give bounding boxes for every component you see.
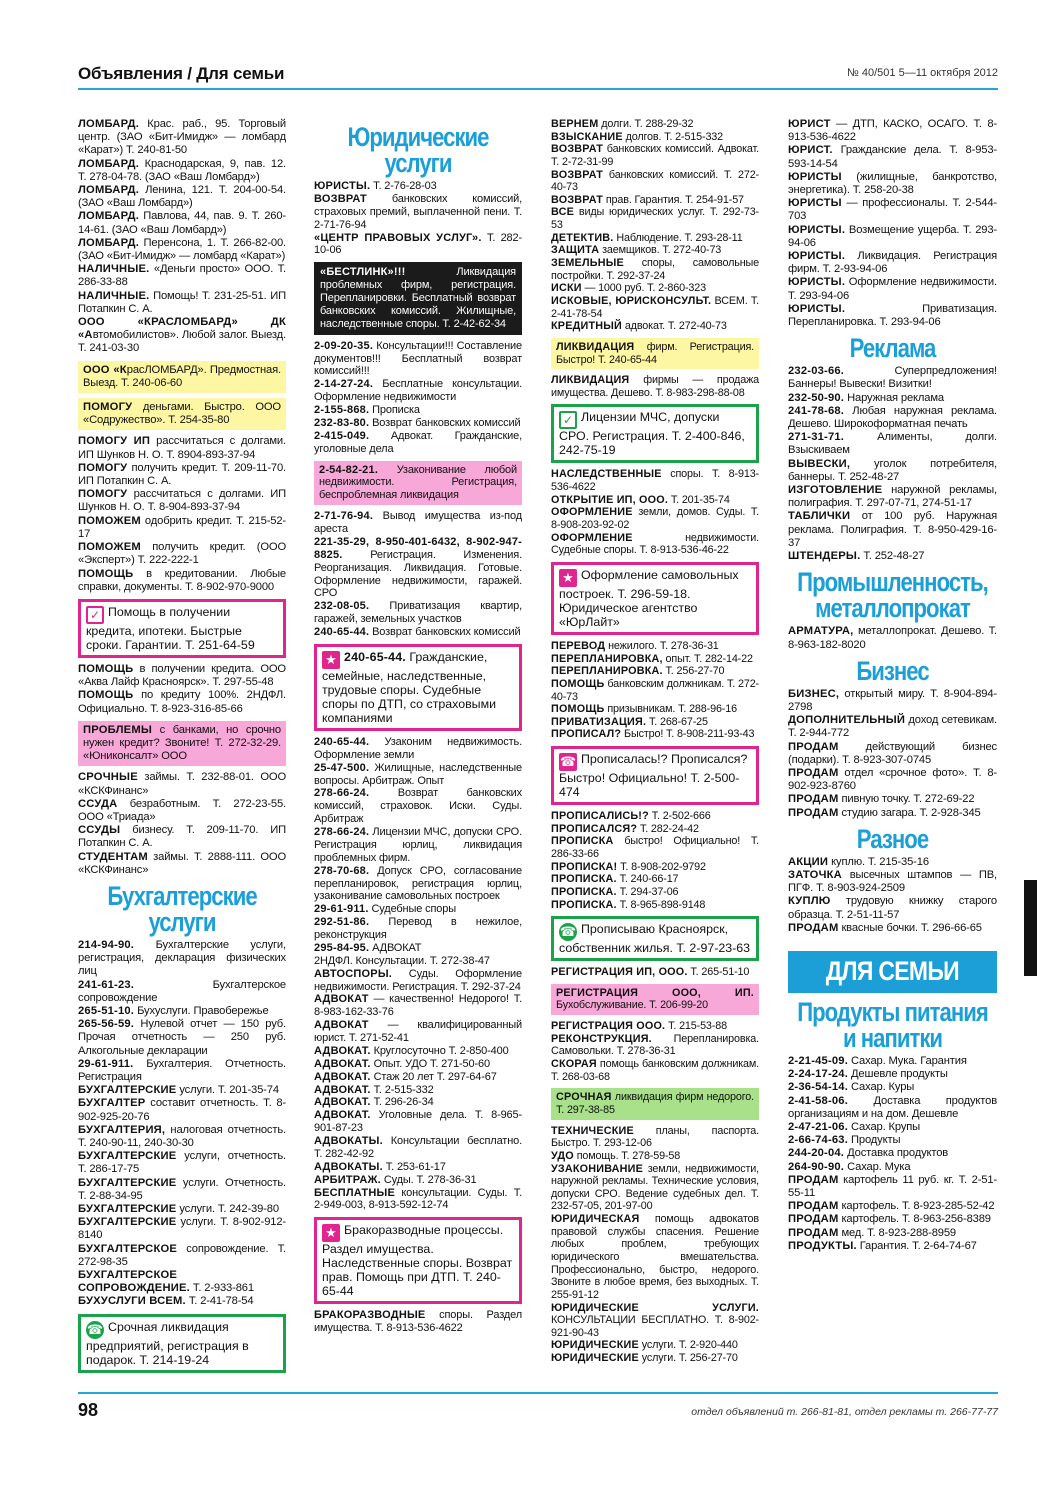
classified-ad: ЮРИСТЫ. Возмещение ущерба. Т. 293-94-06 (788, 223, 997, 249)
classified-ad: СКОРАЯ помощь банковским должникам. Т. 268-03-68 (551, 1058, 759, 1083)
classified-ad: 2-66-74-63. Продукты (788, 1134, 901, 1147)
page-header (78, 62, 998, 90)
classified-ad: ВОЗВРАТ банковских комиссий. Адвокат. Т. 2-72-31-99 (551, 143, 759, 168)
classified-ad: 214-94-90. Бухгалтерские услуги, регистрация, декларация физических лиц (78, 938, 286, 978)
classified-ad: ЗАТОЧКА высечных штампов — ПВ, ПГФ. Т. 8-903-924-2509 (788, 868, 997, 895)
classified-ad: «ЦЕНТР ПРАВОВЫХ УСЛУГ». Т. 282-10-06 (314, 231, 522, 257)
classified-ad: 221-35-29, 8-950-401-6432, 8-902-947-8825. Регистрация. Изменения. Реорганизация. Ликвидация. Готовые. Оформление недвижимости, гаражей. СРО (314, 535, 522, 600)
boxed-ad (78, 599, 286, 658)
boxed-ad-text: Помощь в получении кредита, ипотеки. Быстрые сроки. Гарантии. Т. 251-64-59 (86, 604, 255, 652)
boxed-ad (314, 644, 522, 731)
rubric-heading: Реклама (849, 333, 936, 364)
boxed-ad (551, 562, 759, 635)
rubric-heading: Бухгалтерские услуги (107, 880, 257, 937)
highlighted-ad: ООО «КрасЛОМБАРД». Предмостная. Выезд. Т. 240-06-60 (78, 361, 286, 393)
classified-ad: ООО «КРАСЛОМБАРД» ДК «Автомобилистов». Любой залог. Выезд. Т. 241-03-30 (78, 316, 286, 355)
footer-contacts: отдел объявлений т. 266-81-81, отдел рекламы т. 266-77-77 (691, 1406, 998, 1418)
issue-info: № 40/501 5—11 октября 2012 (847, 67, 998, 79)
classified-ad: ВСЕ виды юридических услуг. Т. 292-73-53 (551, 206, 759, 232)
classified-ad: ПОМОГУ рассчитаться с долгами. ИП Шунков Н. О. Т. 8-904-893-37-94 (78, 488, 286, 514)
classified-ad: ЛОМБАРД. Павлова, 44, пав. 9. Т. 260-14-61. (ЗАО «Ваш Ломбард») (78, 210, 286, 236)
rubric-heading: Юридические услуги (347, 122, 489, 178)
boxed-ad (314, 1217, 522, 1304)
classified-ad: ИСКИ — 1000 руб. Т. 2-860-323 (551, 282, 706, 295)
classified-ad: ШТЕНДЕРЫ. Т. 252-48-27 (788, 550, 925, 563)
classified-ad: АДВОКАТ. Круглосуточно Т. 2-850-400 (314, 1044, 509, 1057)
classified-ad: АДВОКАТЫ. Консультации бесплатно. Т. 282-42-92 (314, 1135, 522, 1160)
classified-ad: ТАБЛИЧКИ от 100 руб. Наружная реклама. Полиграфия. Т. 8-950-429-16-37 (788, 510, 997, 549)
classified-ad: ПРИВАТИЗАЦИЯ. Т. 268-67-25 (551, 715, 708, 728)
classified-ad: ПРОПИСКА! Т. 8-908-202-9792 (551, 860, 706, 873)
classified-ad: ЮРИСТЫ (жилищные, банкротство, энергетика). Т. 258-20-38 (788, 170, 997, 197)
classified-ad: ПРОДАМ мед. Т. 8-923-288-8959 (788, 1226, 956, 1239)
classified-ad: РЕКОНСТРУКЦИЯ. Перепланировка. Самовольки. Т. 278-36-31 (551, 1032, 759, 1058)
classified-ad: КУПЛЮ трудовую книжку старого образца. Т. 2-51-11-57 (788, 895, 997, 921)
classified-ad: ЮРИСТЫ — профессионалы. Т. 2-544-703 (788, 197, 997, 223)
classified-ad: ЛОМБАРД. Ленина, 121. Т. 204-00-54. (ЗАО «Ваш Ломбард») (78, 184, 286, 210)
classified-ad: 265-51-10. Бухуслуги. Правобережье (78, 1004, 269, 1017)
classified-ad: БУХГАЛТЕРСКОЕ СОПРОВОЖДЕНИЕ. Т. 2-933-861 (78, 1269, 254, 1295)
classified-ad: АДВОКАТ. Т. 296-26-34 (314, 1096, 434, 1109)
highlighted-ad: ПРОБЛЕМЫ с банками, но срочно нужен кредит? Звоните! Т. 272-32-29. «Юниконсалт» ООО (78, 721, 286, 767)
classified-ad: 2-41-58-06. Доставка продуктов организациям и на дом. Дешевле (788, 1094, 997, 1120)
classified-ad: АДВОКАТ — квалифицированный юрист. Т. 271-52-41 (314, 1019, 522, 1044)
phone-icon: ☎ (86, 1321, 104, 1337)
classified-ad: КРЕДИТНЫЙ адвокат. Т. 272-40-73 (551, 320, 727, 333)
classified-ad: АДВОКАТ — качественно! Недорого! Т. 8-983-162-33-76 (314, 993, 522, 1019)
highlighted-ad: СРОЧНАЯ ликвидация фирм недорого. Т. 297-38-85 (551, 1088, 759, 1119)
classified-ad: АДВОКАТ. Т. 2-515-332 (314, 1083, 434, 1096)
classified-ad: ЮРИСТЫ. Т. 2-76-28-03 (314, 180, 437, 192)
classified-ad: ПРОДАМ студию загара. Т. 2-928-345 (788, 806, 981, 819)
highlighted-ad: РЕГИСТРАЦИЯ ООО, ИП. Бухобслуживание. Т. 206-99-20 (551, 984, 759, 1015)
page-number: 98 (78, 1400, 99, 1420)
classified-ad: ЮРИСТЫ. Оформление недвижимости. Т. 293-94-06 (788, 276, 997, 302)
classified-ad: 240-65-44. Возврат банковских комиссий (314, 626, 521, 638)
classified-ad: ПОМОЩЬ призывникам. Т. 288-96-16 (551, 703, 737, 716)
classified-ad: АДВОКАТ. Опыт. УДО Т. 271-50-60 (314, 1057, 490, 1070)
classified-ad: АДВОКАТЫ. Т. 253-61-17 (314, 1160, 446, 1173)
classified-ad: СТУДЕНТАМ займы. Т. 2888-111. ООО «КСКФинанс» (78, 850, 286, 876)
classified-ad: ПРОДАМ квасные бочки. Т. 296-66-65 (788, 921, 982, 934)
classified-ad: ПРОДАМ картофель. Т. 8-923-285-52-42 (788, 1200, 995, 1213)
classified-ad: ПЕРЕПЛАНИРОВКА. Т. 256-27-70 (551, 665, 725, 678)
boxed-ad-text: Бракоразводные процессы. Раздел имущества. Наследственные споры. Возврат прав. Помощь при ДТП. Т. 240-65-44 (322, 1223, 513, 1299)
boxed-ad (78, 1314, 286, 1373)
classified-ad: ВОЗВРАТ банковских комиссий. Т. 272-40-73 (551, 168, 759, 194)
classified-ad: ПОМОГУ получить кредит. Т. 209-11-70. ИП Потапкин С. А. (78, 461, 286, 488)
classified-ad: 2-415-049. Адвокат. Гражданские, уголовные дела (314, 429, 522, 455)
column-2 (314, 118, 522, 1335)
classified-ad: 292-51-86. Перевод в нежилое, реконструкция (314, 916, 522, 941)
classified-ad: ПРОДАМ действующий бизнес (подарки). Т. 8-923-307-0745 (788, 740, 997, 766)
classified-ad: АРБИТРАЖ. Суды. Т. 278-36-31 (314, 1173, 477, 1186)
classified-ad: ОФОРМЛЕНИЕ недвижимости. Судебные споры. Т. 8-913-536-46-22 (551, 531, 759, 557)
column-4 (788, 118, 997, 1253)
classified-ad: ТЕХНИЧЕСКИЕ планы, паспорта. Быстро. Т. 293-12-06 (551, 1124, 759, 1150)
classified-ad: 278-66-24. Возврат банковских комиссий, страховок. Иски. Суды. Арбитраж (314, 787, 522, 826)
classified-ad: РЕГИСТРАЦИЯ ИП, ООО. Т. 265-51-10 (551, 966, 750, 979)
classified-ad: 278-66-24. Лицензии МЧС, допуски СРО. Регистрация юрлиц, ликвидация проблемных фирм. (314, 826, 522, 864)
classified-ad: 2-47-21-06. Сахар. Крупы (788, 1120, 921, 1133)
classified-ad: ПРОПИСКА. Т. 8-965-898-9148 (551, 898, 706, 911)
page-footer (78, 1392, 998, 1422)
classified-ad: 244-20-04. Доставка продуктов (788, 1147, 949, 1160)
classified-ad: БУХГАЛТЕРИЯ, налоговая отчетность. Т. 240-90-11, 240-30-30 (78, 1123, 286, 1149)
classified-ad: ЮРИДИЧЕСКИЕ УСЛУГИ. КОНСУЛЬТАЦИИ БЕСПЛАТНО. Т. 8-902-921-90-43 (551, 1301, 759, 1339)
classified-ad: БУХГАЛТЕР составит отчетность. Т. 8-902-925-20-76 (78, 1097, 286, 1123)
phone-icon: ☎ (559, 924, 577, 940)
classified-ad: ПЕРЕПЛАНИРОВКА, опыт. Т. 282-14-22 (551, 652, 753, 665)
classified-ad: ПРОДУКТЫ. Гарантия. Т. 2-64-74-67 (788, 1239, 977, 1252)
classified-ad: БРАКОРАЗВОДНЫЕ споры. Раздел имущества. Т. 8-913-536-4622 (314, 1309, 522, 1335)
classified-ad: ЮРИДИЧЕСКИЕ услуги. Т. 256-27-70 (551, 1352, 738, 1365)
classified-ad: 2-155-868. Прописка (314, 404, 420, 416)
classified-ad: БУХГАЛТЕРСКИЕ услуги. Т. 8-902-912-8140 (78, 1216, 286, 1242)
classified-ad: ОТКРЫТИЕ ИП, ООО. Т. 201-35-74 (551, 493, 730, 506)
section-title: Объявления / Для семьи (78, 64, 285, 83)
star-icon: ★ (322, 651, 340, 669)
phone-icon: ☎ (559, 754, 577, 770)
classified-ad: ПРОДАМ картофель. Т. 8-963-256-8389 (788, 1213, 991, 1226)
classified-ad: ВЫВЕСКИ, уголок потребителя, баннеры. Т. 252-48-27 (788, 457, 997, 483)
classified-ad: ПОМОГУ ИП рассчитаться с долгами. ИП Шунков Н. О. Т. 8904-893-37-94 (78, 435, 286, 461)
classified-ad: БУХГАЛТЕРСКИЕ услуги. Т. 201-35-74 (78, 1084, 279, 1097)
classified-ad: 241-61-23. Бухгалтерское сопровождение (78, 978, 286, 1004)
classified-ad: 278-70-68. Допуск СРО, согласование перепланировок, регистрация юрлиц, узаконивание самовольных построек (314, 864, 522, 903)
classified-ad: ПРОПИСКА быстро! Официально! Т. 286-33-66 (551, 835, 759, 860)
boxed-ad-text: Прописываю Красноярск, собственник жилья. Т. 2-97-23-63 (559, 922, 751, 956)
checkbox-icon: ✓ (559, 411, 577, 429)
classified-ad: АРМАТУРА, металлопрокат. Дешево. Т. 8-963-182-8020 (788, 625, 997, 651)
classified-ad: 2-21-45-09. Сахар. Мука. Гарантия (788, 1054, 967, 1067)
classified-ad: ЮРИСТ. Гражданские дела. Т. 8-953-593-14-54 (788, 144, 997, 170)
classified-ad: ЛОМБАРД. Крас. раб., 95. Торговый центр. (ЗАО «Бит-Имидж» — ломбард «Карат») Т. 240-81-50 (78, 118, 286, 157)
classified-ad: 232-50-90. Наружная реклама (788, 391, 944, 404)
classified-ad: ПОМОЩЬ в кредитовании. Любые справки, документы. Т. 8-902-970-9000 (78, 567, 286, 593)
classified-ad: 265-56-59. Нулевой отчет — 150 руб. Прочая отчетность — 250 руб. Алкогольные декларации (78, 1018, 286, 1057)
classified-ad: АДВОКАТ. Стаж 20 лет Т. 297-64-67 (314, 1070, 497, 1083)
column-1 (78, 118, 286, 1378)
classified-ad: НАЛИЧНЫЕ. Помощь! Т. 231-25-51. ИП Потапкин С. А. (78, 289, 286, 315)
classified-ad: ПРОПИСКА. Т. 294-37-06 (551, 885, 679, 898)
classified-ad: ПЕРЕВОД нежилого. Т. 278-36-31 (551, 639, 719, 652)
classified-ad: ПРОДАМ картофель 11 руб. кг. Т. 2-51-55-11 (788, 1173, 997, 1199)
classified-ad: 2-36-54-14. Сахар. Куры (788, 1081, 915, 1094)
classified-ad: 2-71-76-94. Вывод имущества из-под ареста (314, 510, 522, 535)
classified-ad: ПОМОЖЕМ одобрить кредит. Т. 215-52-17 (78, 514, 286, 540)
classified-ad: 232-08-05. Приватизация квартир, гаражей, земельных участков (314, 600, 522, 626)
rubric-heading: Разное (856, 823, 929, 854)
classified-ad: 241-78-68. Любая наружная реклама. Дешево. Широкоформатная печать (788, 404, 997, 431)
star-icon: ★ (322, 1224, 340, 1242)
classified-ad: ПРОДАМ отдел «срочное фото». Т. 8-902-923-8760 (788, 766, 997, 793)
boxed-ad-text: Прописалась!? Прописался? Быстро! Официально! Т. 2-500-474 (559, 752, 748, 800)
rubric-heading: Промышленность, металлопрокат (797, 567, 988, 624)
classified-ad: 264-90-90. Сахар. Мука (788, 1160, 911, 1173)
classified-ad: БУХГАЛТЕРСКИЕ услуги. Отчетность. Т. 2-88-34-95 (78, 1176, 286, 1202)
boxed-ad (551, 916, 759, 961)
classified-ad: БИЗНЕС, открытый миру. Т. 8-904-894-2798 (788, 687, 997, 713)
classified-ad: ЮРИСТЫ. Ликвидация. Регистрация фирм. Т. 2-93-94-06 (788, 250, 997, 276)
boxed-ad-text: Оформление самовольных построек. Т. 296-59-18. Юридическое агентство «ЮрЛайт» (559, 567, 739, 629)
classified-ad: ВЗЫСКАНИЕ долгов. Т. 2-515-332 (551, 130, 724, 143)
classified-ad: ПРОДАМ пивную точку. Т. 272-69-22 (788, 793, 975, 806)
highlighted-ad: 2-54-82-21. Узаконивание любой недвижимости. Регистрация, беспроблемная ликвидация (314, 461, 522, 506)
classified-ad: АКЦИИ куплю. Т. 215-35-16 (788, 855, 929, 868)
boxed-ad (551, 404, 759, 463)
classified-ad: ОФОРМЛЕНИЕ земли, домов. Суды. Т. 8-908-203-92-02 (551, 506, 759, 532)
rubric-heading: Продукты питания и напитки (797, 996, 988, 1053)
classified-ad: АВТОСПОРЫ. Суды. Оформление недвижимости. Регистрация. Т. 292-37-24 (314, 967, 522, 993)
boxed-ad-text: 240-65-44. Гражданские, семейные, наследственные, трудовые споры. Судебные споры по ДТП, со страховыми компаниями (322, 649, 497, 725)
classified-ad: ВОЗВРАТ банковских комиссий, страховых премий, выплаченной пени. Т. 2-71-76-94 (314, 192, 522, 231)
highlighted-ad: «БЕСТЛИНК»!!! Ликвидация проблемных фирм, регистрация. Перепланировки. Бесплатный возврат банковских комиссий. Жилищные, наследственные споры. Т. 2-42-62-34 (314, 262, 522, 334)
section-banner-text: ДЛЯ СЕМЬИ (825, 955, 960, 986)
classified-ad: АДВОКАТ. Уголовные дела. Т. 8-965-901-87-23 (314, 1109, 522, 1135)
classified-ad: ПРОПИСАЛСЯ? Т. 282-24-42 (551, 822, 699, 835)
classified-ad: ЮРИДИЧЕСКАЯ помощь адвокатов правовой службы спасения. Решение любых проблем, требующих юридического вмешательства. Профессионально, быстро, недорого. Звоните в любое время, без выходных. Т. 255-91-12 (551, 1213, 759, 1301)
boxed-ad-text: Лицензии МЧС, допуски СРО. Регистрация. Т. 2-400-846, 242-75-19 (559, 410, 745, 458)
classified-ad: 2-14-27-24. Бесплатные консультации. Оформление недвижимости (314, 378, 522, 404)
edge-marker (1024, 880, 1037, 976)
classified-ad: ИЗГОТОВЛЕНИЕ наружной рекламы, полиграфия. Т. 297-07-71, 274-51-17 (788, 484, 997, 510)
classified-ad: 295-84-95. АДВОКАТ (314, 941, 422, 954)
highlighted-ad: ЛИКВИДАЦИЯ фирм. Регистрация. Быстро! Т. 240-65-44 (551, 338, 759, 369)
boxed-ad-text: Срочная ликвидация предприятий, регистрация в подарок. Т. 214-19-24 (86, 1319, 249, 1367)
classified-ad: 2-09-20-35. Консультации!!! Составление документов!!! Бесплатный возврат комиссий!!! (314, 339, 522, 378)
classified-ad: ЛИКВИДАЦИЯ фирмы — продажа имущества. Дешево. Т. 8-983-298-88-08 (551, 374, 759, 399)
star-icon: ★ (559, 569, 577, 587)
classified-ad: БЕСПЛАТНЫЕ консультации. Суды. Т. 2-949-003, 8-913-592-12-74 (314, 1186, 522, 1212)
classified-ad: 29-61-911. Бухгалтерия. Отчетность. Регистрация (78, 1057, 286, 1083)
classified-ad: БУХГАЛТЕРСКИЕ услуги, отчетность. Т. 286-17-75 (78, 1150, 286, 1176)
classified-ad: ДОПОЛНИТЕЛЬНЫЙ доход сетевикам. Т. 2-944-772 (788, 714, 997, 740)
classified-ad: 240-65-44. Узаконим недвижимость. Оформление земли (314, 735, 522, 761)
classified-ad: ССУДЫ бизнесу. Т. 209-11-70. ИП Потапкин С. А. (78, 824, 286, 850)
classified-ad: 232-03-66. Суперпредложения! Баннеры! Вывески! Визитки! (788, 365, 997, 391)
classified-ad: ПОМОЖЕМ получить кредит. (ООО «Эксперт») Т. 222-222-1 (78, 541, 286, 567)
classified-ad: НАСЛЕДСТВЕННЫЕ споры. Т. 8-913-536-4622 (551, 468, 759, 494)
classified-ad: ЛОМБАРД. Перенсона, 1. Т. 266-82-00. (ЗАО «Бит-Имидж» — ломбард «Карат») (78, 236, 286, 263)
classified-ad: БУХГАЛТЕРСКИЕ услуги. Т. 242-39-80 (78, 1203, 279, 1216)
classified-ad: ИСКОВЫЕ, ЮРИСКОНСУЛЬТ. ВСЕМ. Т. 2-41-78-54 (551, 294, 759, 320)
classified-ad: УЗАКОНИВАНИЕ земли, недвижимости, наружной рекламы. Технические условия, допуски СРО. Ведение судебных дел. Т. 232-57-05, 201-97-00 (551, 1162, 759, 1213)
classified-ad: ЛОМБАРД. Краснодарская, 9, пав. 12. Т. 278-04-78. (ЗАО «Ваш Ломбард») (78, 157, 286, 183)
classified-ad: БУХГАЛТЕРСКОЕ сопровождение. Т. 272-98-35 (78, 1242, 286, 1268)
classified-ad: ЮРИДИЧЕСКИЕ услуги. Т. 2-920-440 (551, 1339, 738, 1352)
classified-ad: ДЕТЕКТИВ. Наблюдение. Т. 293-28-11 (551, 231, 743, 244)
classified-ad: 232-83-80. Возврат банковских комиссий (314, 416, 521, 429)
classified-ad: 29-61-911. Судебные споры (314, 903, 456, 916)
classified-ad: БУХУСЛУГИ ВСЕМ. Т. 2-41-78-54 (78, 1295, 254, 1308)
classified-ad: ПОМОЩЬ в получении кредита. ООО «Аква Лайф Красноярск». Т. 297-55-48 (78, 662, 286, 689)
classified-ad: НАЛИЧНЫЕ. «Деньги просто» ООО. Т. 286-33-88 (78, 263, 286, 289)
classified-ad: РЕГИСТРАЦИЯ ООО. Т. 215-53-88 (551, 1020, 727, 1033)
section-banner (788, 951, 997, 993)
classified-ad: СРОЧНЫЕ займы. Т. 232-88-01. ООО «КСКФинанс» (78, 771, 286, 797)
boxed-ad (551, 746, 759, 805)
classified-ad: ПОМОЩЬ по кредиту 100%. 2НДФЛ. Официально. Т. 8-923-316-85-66 (78, 689, 286, 715)
classified-ad: ЗЕМЕЛЬНЫЕ споры, самовольные постройки. Т. 292-37-24 (551, 257, 759, 282)
classified-ad: ЮРИСТЫ. Приватизация. Перепланировка. Т. 293-94-06 (788, 302, 997, 329)
highlighted-ad: ПОМОГУ деньгами. Быстро. ООО «Содружество». Т. 254-35-80 (78, 398, 286, 430)
classified-ad: 2НДФЛ. Консультации. Т. 272-38-47 (314, 954, 490, 967)
classified-ad: ВОЗВРАТ прав. Гарантия. Т. 254-91-57 (551, 193, 744, 206)
classified-ad: 271-31-71. Алименты, долги. Взыскиваем (788, 431, 997, 457)
classified-ad: ВЕРНЕМ долги. Т. 288-29-32 (551, 118, 694, 130)
classified-ad: ПРОПИСКА. Т. 240-66-17 (551, 873, 679, 886)
classified-ad: 25-47-500. Жилищные, наследственные вопросы. Арбитраж. Опыт (314, 761, 522, 787)
column-3 (551, 118, 759, 1365)
classified-ad: 2-24-17-24. Дешевле продукты (788, 1068, 948, 1081)
checkbox-icon: ✓ (86, 606, 104, 624)
rubric-heading: Бизнес (856, 655, 929, 686)
classified-ad: ЗАЩИТА заемщиков. Т. 272-40-73 (551, 244, 722, 257)
classified-ad: ССУДА безработным. Т. 272-23-55. ООО «Триада» (78, 797, 286, 823)
classified-ad: ПРОПИСАЛИСЬ!? Т. 2-502-666 (551, 810, 711, 823)
classified-ad: ПРОПИСАЛ? Быстро! Т. 8-908-211-93-43 (551, 728, 755, 741)
classified-ad: ПОМОЩЬ банковским должникам. Т. 272-40-73 (551, 677, 759, 703)
classified-ad: УДО помощь. Т. 278-59-58 (551, 1149, 681, 1162)
classified-ad: ЮРИСТ — ДТП, КАСКО, ОСАГО. Т. 8-913-536-4622 (788, 118, 997, 144)
